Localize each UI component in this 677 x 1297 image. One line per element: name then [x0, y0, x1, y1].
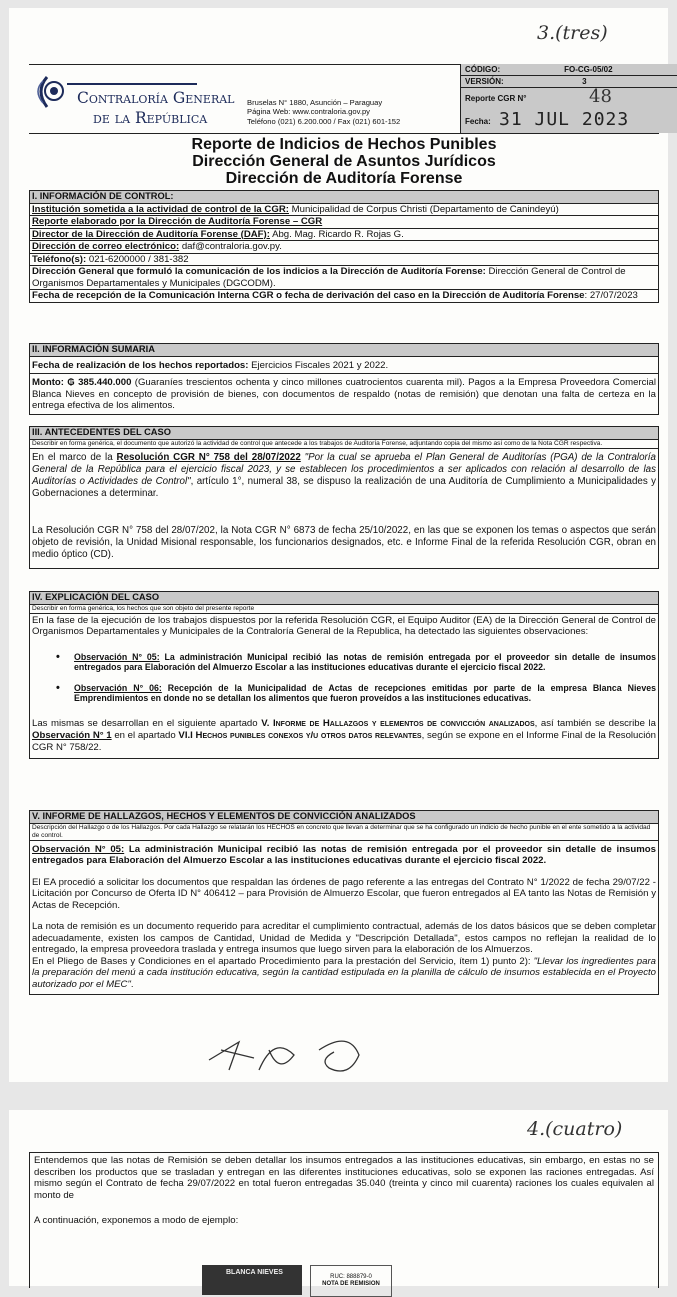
org-name-2: de la República [93, 109, 208, 127]
report-number: 48 [589, 86, 612, 107]
row-label: Teléfono(s): [32, 253, 87, 265]
background-text [30, 449, 658, 568]
title-1: Reporte de Indicios de Hechos Punibles [191, 136, 497, 153]
info-row [30, 266, 658, 290]
document-page-2 [9, 1110, 668, 1286]
title-2: Dirección General de Asuntos Jurídicos [192, 153, 496, 170]
section-heading: V. INFORME DE HALLAZGOS, HECHOS Y ELEMENTOS DE CONVICCIÓN ANALIZADOS [30, 811, 658, 824]
header [29, 64, 659, 134]
title-3: Dirección de Auditoría Forense [225, 170, 463, 187]
meta-table [461, 64, 677, 88]
date-label: Fecha: [465, 117, 491, 126]
remittance-header-image [310, 1265, 392, 1297]
section-findings [29, 810, 659, 995]
continuation-box [29, 1152, 659, 1288]
quote: "Llevar los ingredientes para la preparación del menú a cada institución educativa, según la cantidad estipulada en la planilla de cálculo de insumos establecida en el Proyecto autorizado por el MEC" [32, 955, 656, 990]
code-label: CÓDIGO: [461, 64, 560, 76]
row-label: Dirección General que formuló la comunicación de los indicios a la Dirección de Auditoría Forense: [32, 266, 486, 277]
continuation-p2: A continuación, exponemos a modo de ejemplo: [34, 1215, 239, 1226]
info-row [30, 229, 658, 242]
row-value: : 27/07/2023 [584, 290, 638, 301]
info-row [30, 290, 658, 302]
row-label: Fecha de realización de los hechos reportados: [32, 359, 249, 371]
logo-rule [67, 83, 197, 85]
resolution-ref: Resolución CGR N° 758 del 28/07/2022 [116, 451, 301, 463]
section-note: Describir en forma genérica, el documento que autorizó la actividad de control que antecede a los trabajos de Auditoría Forense, adjuntando copia del mismo así como de la Nota CGR respectiva. [30, 440, 658, 449]
web-line: Página Web: www.contraloria.gov.py [247, 107, 370, 117]
observation-ref: Observación N° 1 [32, 729, 112, 741]
background-p1 [32, 452, 656, 501]
section-note: Descripción del Hallazgo o de los Hallazgos. Por cada Hallazgo se relatarán los HECHOS en concreto que llevan a determinar que se ha configurado un indicio de hecho punible en el ente sometido a la actividad de control. [30, 824, 658, 841]
row-value: Abg. Mag. Ricardo R. Rojas G. [269, 228, 404, 240]
continuation-p1: Entendemos que las notas de Remisión se deben detallar los insumos entregados a las instituciones educativas, sin embargo, en estas no se describen los productos que se trasladan y entregan en las diferentes instituciones educativas, solo se exponen las raciones entregadas. Así mismo según el Contrato de fecha 29/07/2022 en total fueron entregadas 35.040 (treinta y cinco mil cuarenta) raciones los cuales equivalen al monto de [34, 1155, 654, 1201]
observation-text: La administración Municipal recibió las notas de remisión entregada por el proveedor sin detalle de insumos entregados para Elaboración del Almuerzo Escolar a las instituciones educativas durante el ejercicio fiscal 2022. [32, 843, 656, 866]
finding-p1: El EA procedió a solicitar los documentos que respaldan las órdenes de pago referente a las entregas del Contrato N° 1/2022 de fecha 29/07/22 - Licitación por Concurso de Oferta ID N° 406412 – para Provisión de Almuerzo Escolar, que fueron entregados al EA tanto las Notas de Remisión y Actas de Recepción. [32, 876, 656, 911]
version-value: 3 [560, 76, 677, 88]
text-run: En el marco de la [32, 451, 117, 463]
info-row [30, 374, 658, 414]
list-item [56, 683, 656, 704]
bullet-icon: • [56, 650, 60, 663]
finding-p3 [32, 956, 656, 991]
section-heading: I. INFORMACIÓN DE CONTROL: [30, 191, 658, 204]
section-heading: IV. EXPLICACIÓN DEL CASO [30, 592, 658, 605]
cgr-logo-icon [33, 73, 71, 111]
row-value: Municipalidad de Corpus Christi (Departamento de Canindeyú) [288, 203, 559, 215]
signature-initials [199, 1030, 389, 1080]
info-row [30, 357, 658, 375]
remittance-note-image [202, 1265, 302, 1295]
info-row [30, 216, 658, 229]
findings-text [30, 841, 658, 995]
section-heading: II. INFORMACIÓN SUMARIA [30, 344, 658, 357]
version-label: VERSIÓN: [461, 76, 560, 88]
row-label: Institución sometida a la actividad de control de la CGR: [32, 203, 289, 215]
section-explanation [29, 591, 659, 759]
observation-ref: Observación N° 05: [74, 651, 160, 662]
date-stamp: 31 JUL 2023 [499, 109, 630, 130]
section-ref: V. Informe de Hallazgos y elementos de convicción analizados [261, 717, 535, 729]
text-run: Las mismas se desarrollan en el siguiente apartado [32, 717, 262, 729]
row-label: Fecha de recepción de la Comunicación Interna CGR o fecha de derivación del caso en la Dirección de Auditoría Forense [32, 290, 585, 301]
text-run: "Por la cual se aprueba el Plan General de Auditorías (PGA) de la Contraloría General de la República para el ejercicio fiscal 2023, y se establecen los procedimientos a ser aplicados con relación al desarrollo de las Auditorías o Actividades de Control" [32, 451, 656, 488]
row-value: 021-6200000 / 381-382 [86, 253, 189, 265]
row-label: Reporte elaborado por la Dirección de Auditoría Forense – CGR [32, 216, 323, 227]
ruc-text: RUC: 888879-0 [330, 1274, 372, 1280]
section-ref: VI.I Hechos punibles conexos y/u otros datos relevantes [178, 729, 422, 741]
meta-box [460, 64, 677, 133]
text-run: en el apartado [111, 729, 179, 741]
info-row [30, 254, 658, 267]
doc-type-text: NOTA DE REMISION [322, 1281, 380, 1287]
row-label: Dirección de correo electrónico: [32, 241, 180, 252]
handwritten-page-number: 3.(tres) [537, 22, 608, 44]
observation-ref: Observación N° 05: [32, 843, 125, 855]
text-run: , artículo 1°, numeral 38, se dispuso la realización de una Auditoría de Cumplimiento a Municipalidades y Gobernaciones a determinar. [32, 476, 657, 500]
background-p2: La Resolución CGR N° 758 del 28/07/202, la Nota CGR N° 6873 de fecha 25/10/2022, en las que se exponen los temas o aspectos que serán objeto de revisión, la Unidad Misional responsable, los funcionarios designados, etc. e Informe Final de la referida Resolución CGR, obran en medio óptico (CD). [32, 524, 656, 561]
explanation-p2 [32, 718, 656, 754]
row-value: Ejercicios Fiscales 2021 y 2022. [248, 359, 389, 371]
text-run: En el Pliego de Bases y Condiciones en el apartado Procedimiento para la prestación del Servicio, ítem 1) punto 2): [32, 955, 534, 967]
text-run: . [130, 978, 134, 990]
info-row [30, 241, 658, 254]
address [247, 98, 400, 126]
list-item [56, 652, 656, 673]
section-summary [29, 343, 659, 415]
info-row [30, 204, 658, 217]
row-label: Monto: ₲ 385.440.000 [32, 377, 132, 388]
row-value: (Guaraníes trescientos ochenta y cinco millones cuatrocientos cuarenta mil). Pagos a la Empresa Proveedora Comercial Blanca Nieves en concepto de provisión de bienes, con documentos de respaldo (notas de remisión) que denotan una falta de certeza en la entrega efectiva de los alimentos. [32, 377, 656, 411]
observation-ref: Observación N° 06: [74, 682, 162, 693]
explanation-text [30, 614, 658, 758]
section-control-info [29, 190, 659, 303]
text-run: , así también se describe la [534, 717, 656, 729]
phone-line: Teléfono (021) 6.200.000 / Fax (021) 601-152 [247, 116, 401, 126]
explanation-p1: En la fase de la ejecución de los trabajos dispuestos por la referida Resolución CGR, el Equipo Auditor (EA) de la Dirección General de Control de Organismos Departamentales y Municipales de la Contraloría General de la Republica, ha detectado las siguientes observaciones: [32, 614, 656, 637]
brand-text: BLANCA NIEVES [226, 1269, 283, 1276]
report-label: Reporte CGR N° [465, 94, 527, 103]
observation-text: La administración Municipal recibió las notas de remisión entregada por el proveedor sin detalle de insumos entregados para Elaboración del Almuerzo Escolar a las instituciones educativas durante el ejercicio fiscal 2022. [74, 651, 656, 672]
finding-title [32, 844, 656, 867]
document-page-1 [9, 8, 668, 1082]
section-note: Describir en forma genérica, los hechos que son objeto del presente reporte [30, 605, 658, 614]
section-heading: III. ANTECEDENTES DEL CASO [30, 427, 658, 440]
bullet-icon: • [56, 681, 60, 694]
observation-text: Recepción de la Municipalidad de Actas de recepciones emitidas por parte de la empresa Blanca Nieves Emprendimientos en donde no se detallan los alimentos que fueron proveídos a las instituciones educativas. [74, 682, 656, 703]
row-value: daf@contraloria.gov.py. [179, 241, 282, 252]
handwritten-page-number: 4.(cuatro) [527, 1118, 623, 1140]
code-value: FO-CG-05/02 [560, 64, 677, 76]
finding-p2: La nota de remisión es un documento requerido para acreditar el cumplimiento contractual, además de los datos básicos que se deben completar adecuadamente, existen los campos de Cantidad, Unidad de Medida y "Descripción Detallada", estos campos no reflejan la realidad de lo entregado, la empresa proveedora traslada y entrega insumos que luego sirven para la elaboración de los Almuerzos. [32, 921, 656, 955]
text-run: , según se expone en el Informe Final de la Resolución CGR N° 758/22. [32, 729, 656, 753]
address-line: Bruselas N° 1880, Asunción – Paraguay [247, 98, 383, 107]
section-background [29, 426, 659, 569]
row-value: Dirección General de Control de Organismos Departamentales y Municipales (DGCODM). [32, 266, 626, 289]
org-name: Contraloría General [77, 89, 235, 107]
row-label: Director de la Dirección de Auditoría Forense (DAF): [32, 228, 270, 240]
